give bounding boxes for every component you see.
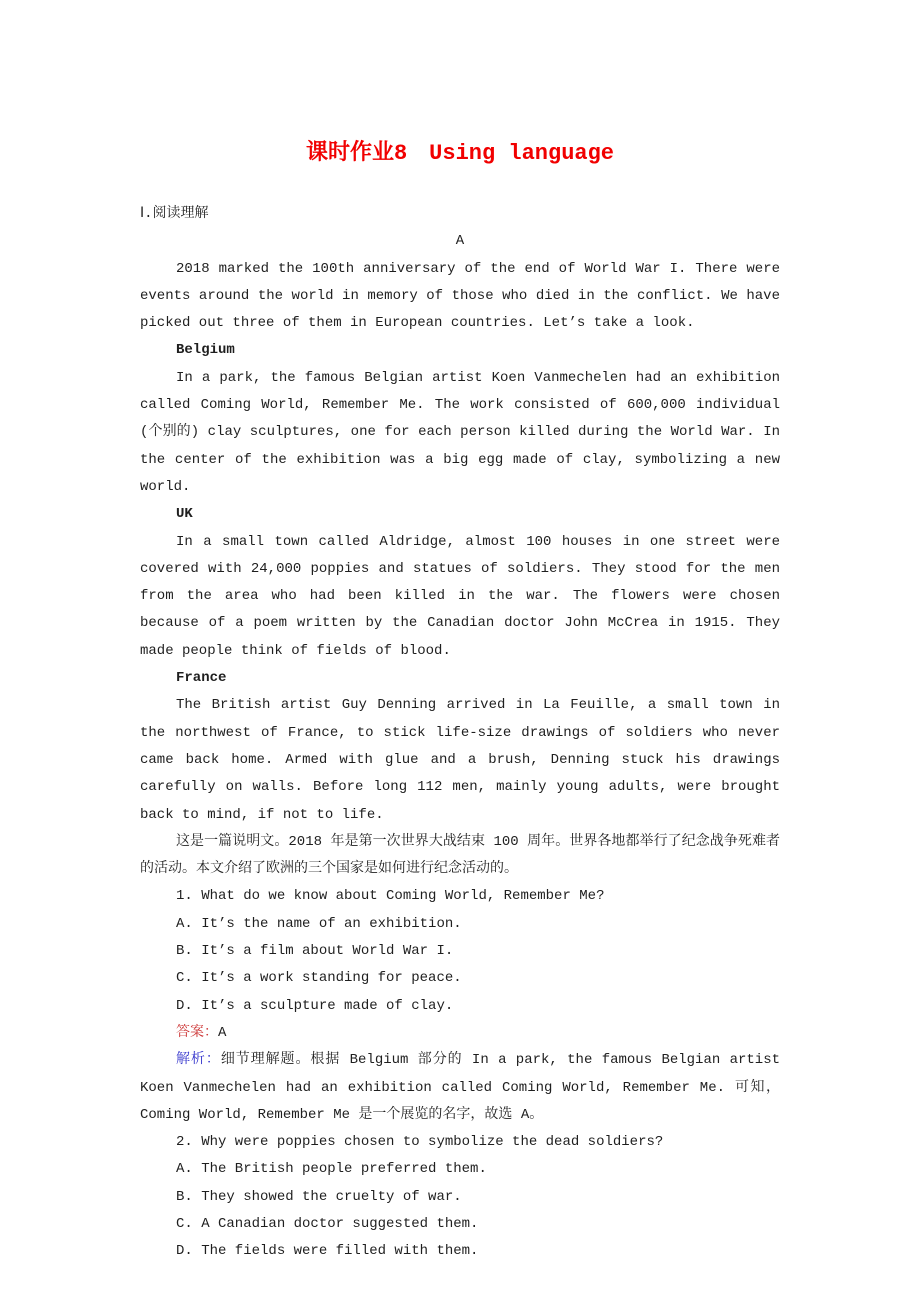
country-heading-belgium: Belgium bbox=[176, 342, 235, 359]
question-1-option-a: A. It’s the name of an exhibition. bbox=[176, 915, 462, 932]
country-heading-france: France bbox=[176, 670, 227, 687]
doc-title: 课时作业8 Using language bbox=[305, 141, 615, 166]
question-1-option-d: D. It’s a sculpture made of clay. bbox=[176, 997, 454, 1014]
analysis-label: 解析： bbox=[176, 1052, 221, 1069]
passage-intro: 2018 marked the 100th anniversary of the end of World War I. There were events around the world in memory of those who died in the conflict. We have picked out three of them in European countries. Let’s take a look. bbox=[140, 260, 780, 332]
question-1-stem: 1. What do we know about Coming World, Remember Me? bbox=[176, 888, 605, 905]
question-2-option-d: D. The fields were filled with them. bbox=[176, 1243, 479, 1260]
question-1-answer-line bbox=[140, 1020, 780, 1047]
passage-paragraph-belgium: In a park, the famous Belgian artist Koen Vanmechelen had an exhibition called Coming World, Remember Me. The work consisted of 600,000 individual (个别的) clay sculptures, one for each person killed during the World War. In the center of the exhibition was a big egg made of clay, symbolizing a new world. bbox=[140, 369, 780, 495]
passage-paragraph-france: The British artist Guy Denning arrived in La Feuille, a small town in the northwest of France, to stick life-size drawings of soldiers who never came back home. Armed with glue and a brush, Denning stuck his drawings carefully on walls. Before long 112 men, mainly young adults, were brought back to mind, if not to life. bbox=[140, 697, 780, 823]
question-1-analysis bbox=[140, 1047, 780, 1129]
section-heading: Ⅰ.阅读理解 bbox=[140, 206, 209, 222]
question-1-option-b: B. It’s a film about World War I. bbox=[176, 943, 454, 960]
passage-paragraph-uk: In a small town called Aldridge, almost 100 houses in one street were covered with 24,000 poppies and statues of soldiers. They stood for the men from the area who had been killed in the war. The flowers were chosen because of a poem written by the Canadian doctor John McCrea in 1915. They made people think of fields of blood. bbox=[140, 533, 780, 659]
question-2-stem: 2. Why were poppies chosen to symbolize the dead soldiers? bbox=[176, 1134, 664, 1151]
answer-label: 答案： bbox=[176, 1024, 218, 1041]
passage-summary-cn: 这是一篇说明文。2018 年是第一次世界大战结束 100 周年。世界各地都举行了纪念战争死难者的活动。本文介绍了欧洲的三个国家是如何进行纪念活动的。 bbox=[140, 833, 780, 878]
question-1-option-c: C. It’s a work standing for peace. bbox=[176, 970, 462, 987]
answer-value: A bbox=[218, 1024, 227, 1041]
passage-label: A bbox=[455, 233, 465, 250]
country-heading-uk: UK bbox=[176, 506, 193, 523]
question-2-option-c: C. A Canadian doctor suggested them. bbox=[176, 1215, 479, 1232]
analysis-text: 细节理解题。根据 Belgium 部分的 In a park, the famous Belgian artist Koen Vanmechelen had an exhibition called Coming World, Remember Me. 可知，Coming World, Remember Me 是一个展览的名字，故选 A。 bbox=[140, 1052, 780, 1123]
question-2-option-b: B. They showed the cruelty of war. bbox=[176, 1188, 462, 1205]
question-2-option-a: A. The British people preferred them. bbox=[176, 1161, 487, 1178]
